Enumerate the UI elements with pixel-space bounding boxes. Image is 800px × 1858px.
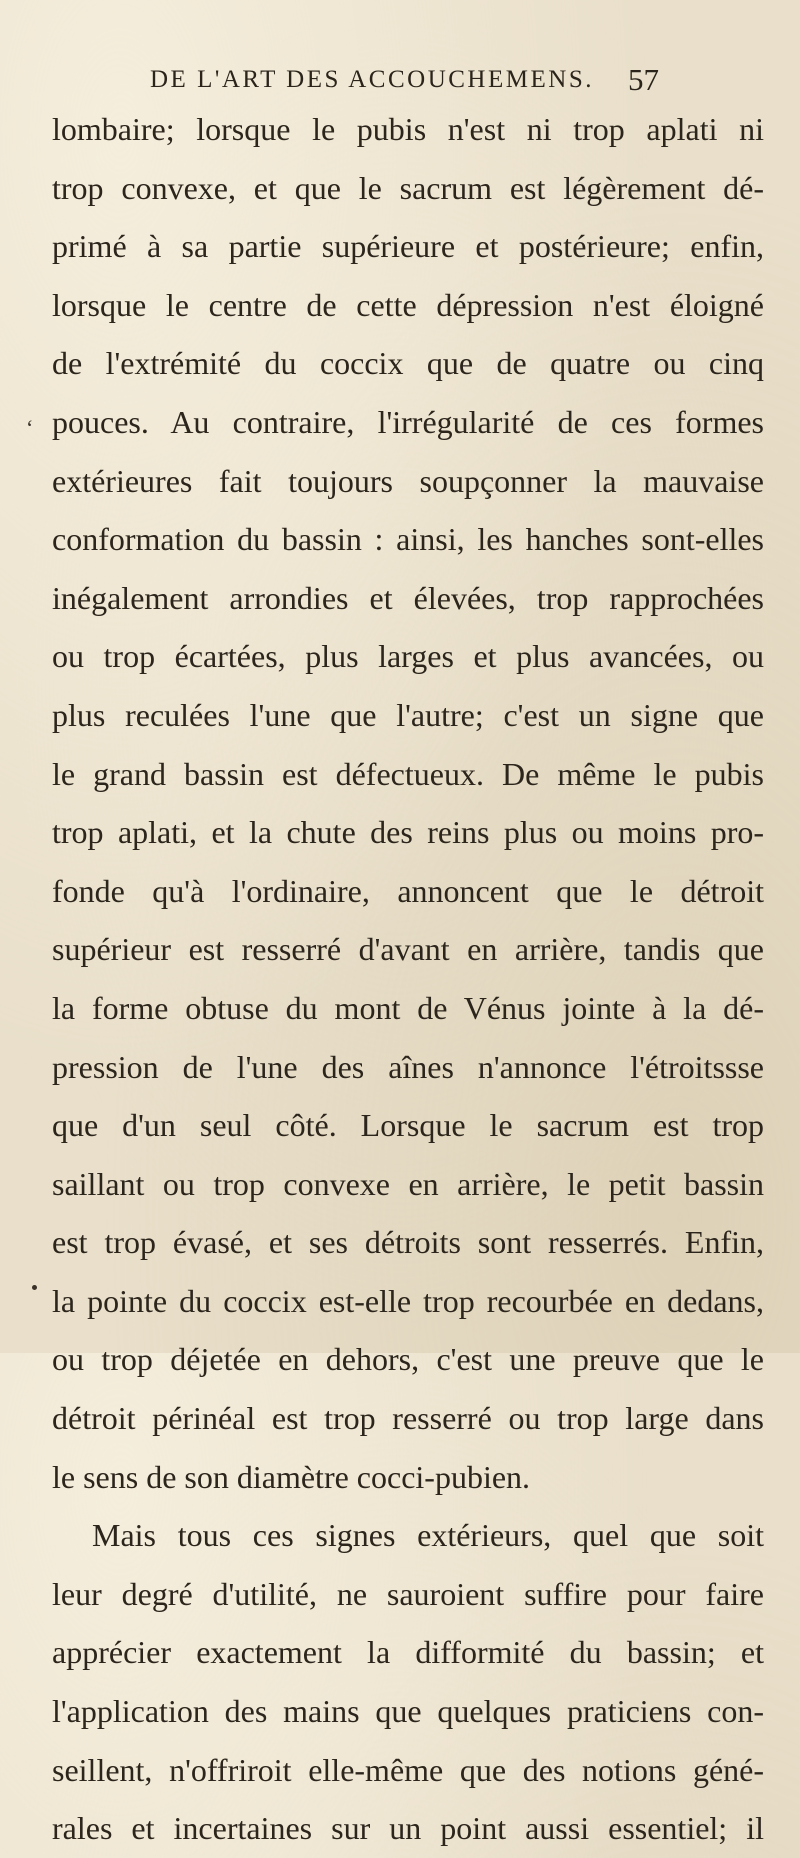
text-line: la pointe du coccix est-elle trop recourbée en dedans, (52, 1282, 764, 1319)
text-line: ou trop écartées, plus larges et plus avancées, ou (52, 638, 764, 675)
text-line: le grand bassin est défectueux. De même le pubis (52, 755, 764, 792)
running-head (150, 60, 750, 100)
text-line: détroit périnéal est trop resserré ou trop large dans (52, 1400, 764, 1437)
page-number: 57 (628, 62, 659, 97)
text-line: l'application des mains que quelques praticiens con- (52, 1693, 764, 1730)
text-line: primé à sa partie supérieure et postérieure; enfin, (52, 228, 764, 265)
body-text (52, 100, 764, 1858)
text-line: saillant ou trop convexe en arrière, le petit bassin (52, 1165, 764, 1202)
text-line: fonde qu'à l'ordinaire, annoncent que le détroit (52, 872, 764, 909)
paragraph-start-line: Mais tous ces signes extérieurs, quel que soit (92, 1517, 764, 1554)
text-line: supérieur est resserré d'avant en arrière, tandis que (52, 931, 764, 968)
margin-mark: ‘ (26, 415, 34, 440)
text-line: rales et incertaines sur un point aussi essentiel; il (52, 1810, 764, 1847)
text-line: conformation du bassin : ainsi, les hanches sont-elles (52, 521, 764, 558)
text-line: lombaire; lorsque le pubis n'est ni trop aplati ni (52, 111, 764, 147)
text-line: de l'extrémité du coccix que de quatre ou cinq (52, 345, 764, 382)
text-line: leur degré d'utilité, ne sauroient suffire pour faire (52, 1575, 764, 1612)
text-line: lorsque le centre de cette dépression n'est éloigné (52, 286, 764, 323)
text-line: extérieures fait toujours soupçonner la mauvaise (52, 462, 764, 499)
running-title: DE L'ART DES ACCOUCHEMENS. (150, 66, 594, 93)
text-line: trop aplati, et la chute des reins plus ou moins pro- (52, 814, 764, 851)
text-line: est trop évasé, et ses détroits sont resserrés. Enfin, (52, 1224, 764, 1261)
text-line: ou trop déjetée en dehors, c'est une preuve que le (52, 1341, 764, 1378)
text-line: pouces. Au contraire, l'irrégularité de ces formes (52, 403, 764, 440)
text-line: que d'un seul côté. Lorsque le sacrum est trop (52, 1107, 764, 1144)
margin-dot (32, 1285, 37, 1290)
text-line: la forme obtuse du mont de Vénus jointe à la dé- (52, 989, 764, 1026)
text-line: seillent, n'offriroit elle-même que des notions géné- (52, 1751, 764, 1788)
text-line: apprécier exactement la difformité du bassin; et (52, 1634, 764, 1671)
text-line: plus reculées l'une que l'autre; c'est un signe que (52, 696, 764, 733)
paragraph-end-line: le sens de son diamètre cocci-pubien. (52, 1458, 531, 1495)
text-line: inégalement arrondies et élevées, trop rapprochées (52, 579, 764, 616)
text-line: pression de l'une des aînes n'annonce l'étroitssse (52, 1048, 764, 1085)
text-line: trop convexe, et que le sacrum est légèrement dé- (52, 169, 764, 206)
